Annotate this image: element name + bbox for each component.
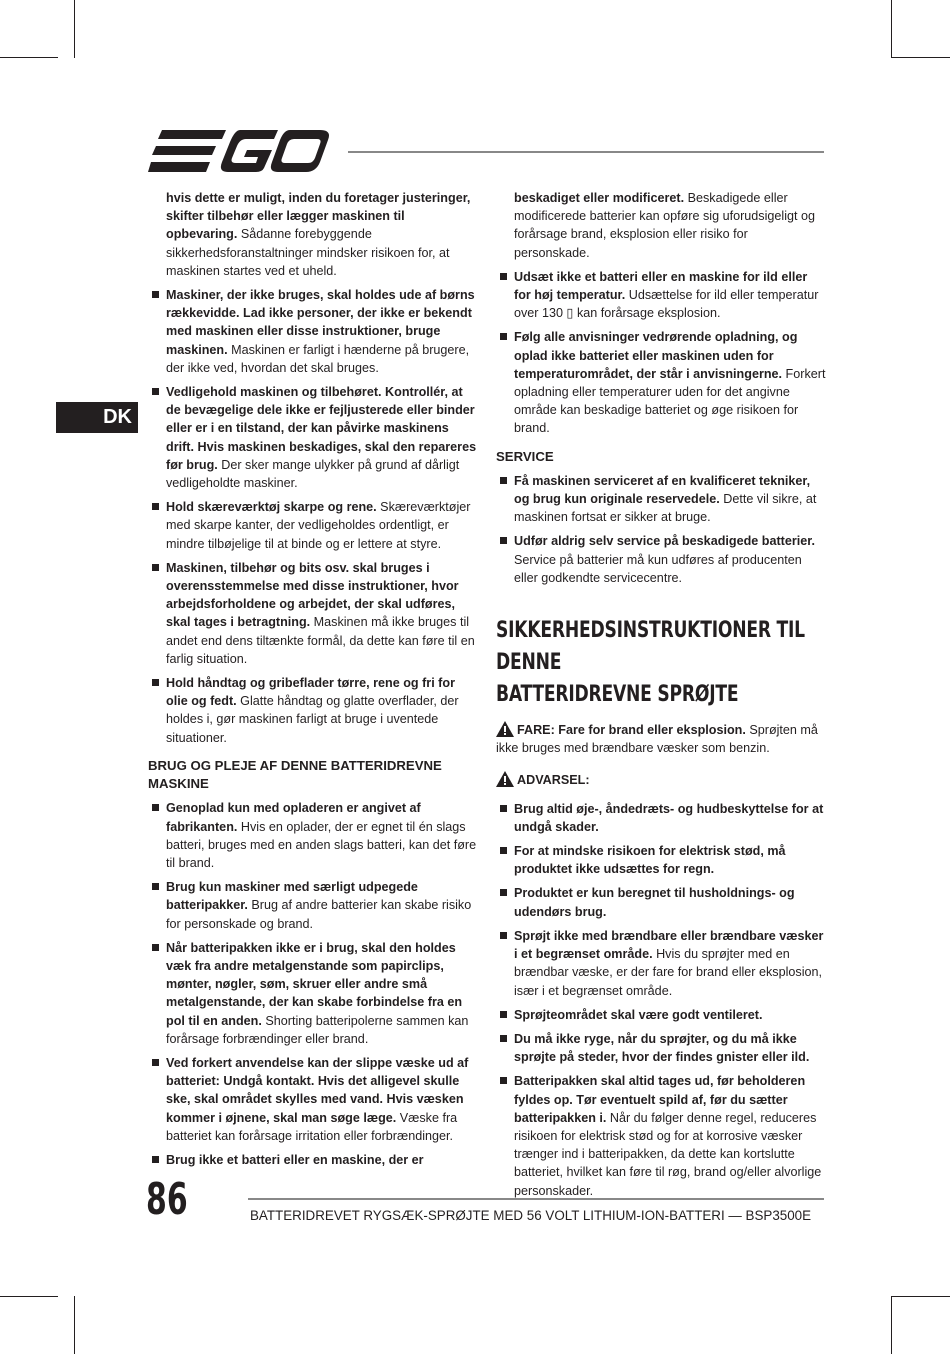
list-item: Hold skæreværktøj skarpe og rene. Skæreværktøjer med skarpe kanter, der vedligeholdes ordentligt, er mindre tilbøjelige til at binde og er lettere at styre.: [148, 498, 478, 553]
list-item: Hold håndtag og gribeflader tørre, rene og fri for olie og fedt. Glatte håndtag og glatte overflader, der holdes i, gør maskinen farligt at bruge i uventede situationer.: [148, 674, 478, 747]
bullet-list-general: [148, 286, 478, 747]
bullet-icon: [500, 537, 507, 544]
crop-mark: [892, 1296, 950, 1297]
bullet-icon: [500, 805, 507, 812]
bullet-icon: [152, 388, 159, 395]
list-item: Få maskinen serviceret af en kvalificeret tekniker, og brug kun originale reservedele. Dette vil sikre, at maskinen fortsat er sikker at bruge.: [496, 472, 826, 527]
bullet-list-warnings: [496, 800, 826, 1200]
list-item: Genoplad kun med opladeren er angivet af fabrikanten. Hvis en oplader, der er egnet til én slags batteri, bruges med en anden slags batteri, kan det føre til brand.: [148, 799, 478, 872]
bullet-icon: [152, 679, 159, 686]
list-item: Ved forkert anvendelse kan der slippe væske ud af batteriet: Undgå kontakt. Hvis det alligevel skulle ske, skal området skylles med vand. Hvis væsken kommer i øjnene, skal man søge læge. Væske fra batteriet kan forårsage irritation eller forbrændinger.: [148, 1054, 478, 1145]
warning-triangle-icon: [496, 721, 514, 737]
crop-mark: [74, 0, 75, 58]
crop-mark: [0, 57, 58, 58]
list-item: Sprøjt ikke med brændbare eller brændbare væsker i et begrænset område. Hvis du sprøjter med en brændbar væske, er der fare for brand eller eksplosion, især i et begrænset område.: [496, 927, 826, 1000]
bullet-list-battery-care-cont: [496, 268, 826, 438]
list-item: Produktet er kun beregnet til husholdnings- og udendørs brug.: [496, 884, 826, 920]
page-title-line: SIKKERHEDSINSTRUKTIONER TIL DENNE: [496, 618, 805, 676]
list-item: Sprøjteområdet skal være godt ventileret.: [496, 1006, 826, 1024]
continuation-paragraph: beskadiget eller modificeret. Beskadigede eller modificerede batterier kan opføre sig uforudsigeligt og forårsage brand, eksplosion eller risiko for personskade.: [514, 191, 816, 260]
intro-paragraph: hvis dette er muligt, inden du foretager justeringer, skifter tilbehør eller lægger maskinen til opbevaring. Sådanne forebyggende sikkerhedsforanstaltninger mindsker risikoen for, at maskinen startes ved et uheld.: [166, 191, 471, 278]
list-item: Brug ikke et batteri eller en maskine, der er: [148, 1151, 478, 1169]
footer-title: BATTERIDREVET RYGSÆK-SPRØJTE MED 56 VOLT LITHIUM-ION-BATTERI — BSP3500E: [250, 1208, 812, 1223]
bullet-icon: [500, 477, 507, 484]
list-item: Du må ikke ryge, når du sprøjter, og du må ikke sprøjte på steder, hvor der findes gnister eller ild.: [496, 1030, 826, 1066]
language-tab: DK: [56, 402, 138, 433]
ego-logo: [148, 130, 330, 172]
bullet-icon: [500, 1077, 507, 1084]
bullet-icon: [500, 932, 507, 939]
bullet-icon: [152, 944, 159, 951]
bullet-icon: [152, 1059, 159, 1066]
list-item: Når batteripakken ikke er i brug, skal den holdes væk fra andre metalgenstande som papirclips, mønter, nøgler, søm, skruer eller andre små metalgenstande, der kan skabe forbindelse fra en pol til en anden. Shorting batteripolerne sammen kan forårsage forbrændinger eller brand.: [148, 939, 478, 1048]
bullet-icon: [500, 273, 507, 280]
list-item: For at mindske risikoen for elektrisk stød, må produktet ikke udsættes for regn.: [496, 842, 826, 878]
list-item: Følg alle anvisninger vedrørende opladning, og oplad ikke batteriet eller maskinen uden for temperaturområdet, der står i anvisningerne. Forkert opladning eller temperaturer uden for det angivne område kan beskadige batteriet og øge risikoen for brand.: [496, 328, 826, 437]
bullet-icon: [152, 883, 159, 890]
bullet-icon: [500, 889, 507, 896]
bullet-icon: [500, 847, 507, 854]
bullet-icon: [152, 1156, 159, 1163]
list-item: Maskiner, der ikke bruges, skal holdes ude af børns rækkevidde. Lad ikke personer, der ikke er bekendt med maskinen eller disse instruktioner, bruge maskinen. Maskinen er farligt i hænderne på brugere, der ikke ved, hvordan det skal bruges.: [148, 286, 478, 377]
list-item: Brug altid øje-, åndedræts- og hudbeskyttelse for at undgå skader.: [496, 800, 826, 836]
list-item: Batteripakken skal altid tages ud, før beholderen fyldes op. Tør eventuelt spild af, før du sætter batteripakken i. Når du følger denne regel, reduceres risikoen for elektrisk stød og for at korrosive væsker trænger ind i batteripakken, da dette kan kortslutte batteriet, hvilket kan føre til røg, brand og/eller alvorlige personskader.: [496, 1072, 826, 1199]
list-item: Maskinen, tilbehør og bits osv. skal bruges i overensstemmelse med disse instruktioner, hvor arbejdsforholdene og arbejdet, der skal udføres, skal tages i betragtning. Maskinen må ikke bruges til andet end dens tiltænkte formål, da dette kan føre til en farlig situation.: [148, 559, 478, 668]
bullet-icon: [152, 564, 159, 571]
page-title: [496, 615, 831, 711]
crop-mark: [0, 1296, 58, 1297]
bullet-icon: [152, 503, 159, 510]
crop-mark: [891, 0, 892, 58]
header-rule: [348, 151, 824, 153]
bullet-list-battery-care: [148, 799, 478, 1169]
right-column: [496, 189, 826, 1206]
warning-notice: [496, 771, 826, 789]
bullet-icon: [500, 1035, 507, 1042]
crop-mark: [74, 1296, 75, 1354]
left-column: [148, 189, 478, 1175]
bullet-icon: [152, 291, 159, 298]
warning-triangle-icon: [496, 771, 514, 787]
section-heading-service: SERVICE: [496, 448, 554, 464]
bullet-list-service: [496, 472, 826, 587]
warning-label: ADVARSEL:: [517, 773, 590, 788]
bullet-icon: [152, 804, 159, 811]
page-title-line: BATTERIDREVNE SPRØJTE: [496, 682, 739, 708]
bullet-icon: [500, 1011, 507, 1018]
crop-mark: [891, 1296, 892, 1354]
footer-rule: [248, 1198, 824, 1200]
danger-label: FARE:: [517, 723, 555, 738]
list-item: Udfør aldrig selv service på beskadigede batterier. Service på batterier må kun udføres af producenten eller godkendte servicecentre.: [496, 532, 826, 587]
danger-notice: FARE: Fare for brand eller eksplosion. Sprøjten må ikke bruges med brændbare væsker som benzin.: [496, 723, 818, 756]
page-number: 86: [146, 1174, 188, 1225]
list-item: Brug kun maskiner med særligt udpegede batteripakker. Brug af andre batterier kan skabe risiko for personskade og brand.: [148, 878, 478, 933]
section-heading-battery-care: BRUG OG PLEJE AF DENNE BATTERIDREVNE MASKINE: [148, 757, 442, 792]
list-item: Udsæt ikke et batteri eller en maskine for ild eller for høj temperatur. Udsættelse for ild eller temperatur over 130 ▯ kan forårsage eksplosion.: [496, 268, 826, 323]
bullet-icon: [500, 333, 507, 340]
list-item: Vedligehold maskinen og tilbehøret. Kontrollér, at de bevægelige dele ikke er fejljusterede eller binder eller er i en tilstand, der kan påvirke maskinens drift. Hvis maskinen beskadiges, skal den repareres før brug. Der sker mange ulykker på grund af dårligt vedligeholdte maskiner.: [148, 383, 478, 492]
crop-mark: [892, 57, 950, 58]
